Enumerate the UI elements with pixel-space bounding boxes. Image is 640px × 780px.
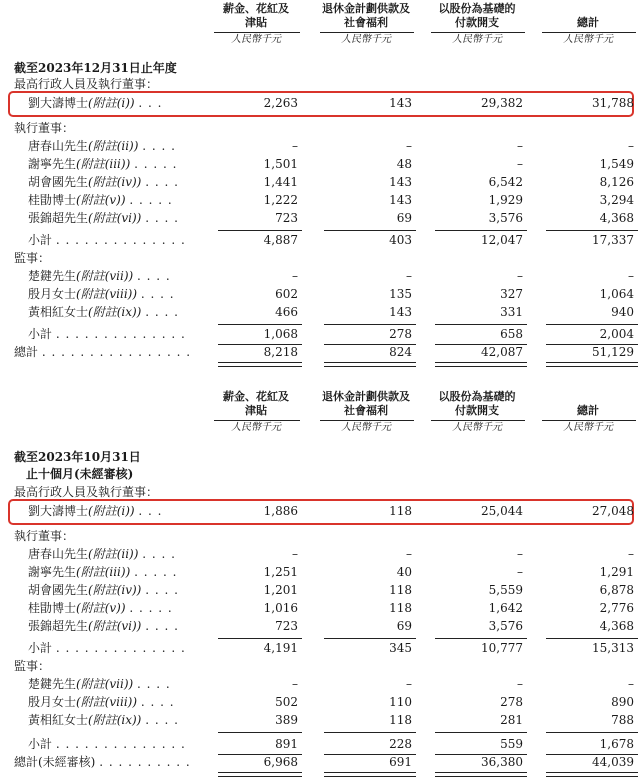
value-col3: 281 [500,713,523,727]
value-col4: 1,291 [599,565,634,579]
value-col1: 723 [275,619,298,633]
note-ref: (附註(vii)) [76,269,134,283]
person-name: 唐春山先生 [28,547,89,561]
value-col2: 48 [396,157,412,171]
person-name: 楚鍵先生 [28,677,77,691]
leader-dots: . . . . . . . . . . . . . . [55,737,186,751]
section1-exec-subtotal-row [0,232,640,249]
section1-col4-header: 總計 [577,16,599,29]
row-label [28,95,163,112]
section2-col3-unit: 人民幣千元 [452,422,502,433]
section2-col2-unit: 人民幣千元 [341,422,391,433]
note-ref: (附註(v)) [76,601,126,615]
section1-exec-sub-rule-col4 [546,230,638,231]
person-name: 桂勖博士 [28,601,77,615]
row-label [28,210,179,227]
value-col2: 118 [389,601,412,615]
section2-sup-sub-rule-col2 [324,732,416,733]
note-ref: (附註(iii)) [76,157,131,171]
row-label [28,676,171,693]
leader-dots: . . . . . [134,565,178,579]
person-name: 謝寧先生 [28,565,77,579]
note-ref: (附註(v)) [76,193,126,207]
value-col3: – [517,677,523,691]
person-name: 殷月女士 [28,695,77,709]
value-col1: 2,263 [263,96,298,110]
section2-title: 截至2023年10月31日 [14,450,141,464]
section1-ceo-heading: 最高行政人員及執行董事： [14,77,159,91]
value-col3: 658 [500,327,523,341]
section2-col3-header-line2: 付款開支 [455,404,499,417]
section1-exec-sub-rule-col1 [218,230,302,231]
section2-sup-row [0,712,640,729]
value-col4: 31,788 [592,96,634,110]
value-col2: 691 [389,755,412,769]
section1-sup-row [0,268,640,285]
value-col1: 1,441 [263,175,298,189]
section2-col3-header-line1: 以股份為基礎的 [438,390,516,403]
leader-dots: . . . . [145,713,179,727]
section1-col2-header-line1: 退休金計劃供款及 [322,2,410,15]
section2-ceo-row [0,503,640,520]
section1-exec-row [0,210,640,227]
value-col3: 278 [500,695,523,709]
section1-col1-unit: 人民幣千元 [231,34,281,45]
value-col3: 1,929 [488,193,523,207]
value-col4: – [628,139,634,153]
person-name: 張錦超先生 [28,619,89,633]
person-name: 楚鍵先生 [28,269,77,283]
section1-sup-sub-rule-col1 [218,324,302,325]
note-ref: (附註(iii)) [76,565,131,579]
value-col4: 1,678 [599,737,634,751]
section2-exec-sub-rule-col1 [218,638,302,639]
section2-title-line2: 止十個月(未經審核) [26,467,134,481]
section1-col4-unit: 人民幣千元 [563,34,613,45]
value-col3: 36,380 [481,755,523,769]
value-col2: 118 [389,713,412,727]
section1-col2-header-line2: 社會福利 [344,16,388,29]
row-label [14,754,191,771]
person-name: 黃相紅女士 [28,305,89,319]
row-label [28,712,179,729]
value-col4: 8,126 [599,175,634,189]
row-title: 小計 [28,233,53,247]
row-title: 總計(未經審核) [14,755,96,769]
leader-dots: . . . . . . . . . . [99,755,191,769]
note-ref: (附註(viii)) [76,695,138,709]
row-title: 小計 [28,641,53,655]
value-col2: 143 [389,305,412,319]
value-col3: 3,576 [488,211,523,225]
section1-total-row [0,344,640,361]
person-name: 殷月女士 [28,287,77,301]
section2-sup-row [0,676,640,693]
section1-total-bottom-rule-col3 [435,362,527,367]
section2-total-bottom-rule-col4 [546,772,638,777]
person-name: 唐春山先生 [28,139,89,153]
value-col4: 17,337 [592,233,634,247]
section2-col1-header-line1: 薪金、花紅及 [223,390,289,403]
value-col3: 6,542 [488,175,523,189]
leader-dots: . . . . . . . . . . . . . . . . [41,345,192,359]
value-col4: 4,368 [599,211,634,225]
row-title: 小計 [28,737,53,751]
value-col1: 4,191 [263,641,298,655]
value-col4: 2,004 [599,327,634,341]
row-label [28,286,175,303]
row-label [28,138,176,155]
value-col2: 403 [389,233,412,247]
section2-sup-sub-rule-col3 [435,732,527,733]
note-ref: (附註(viii)) [76,287,138,301]
section1-title: 截至2023年12月31日止年度 [14,61,177,75]
value-col4: – [628,677,634,691]
value-col1: – [292,547,298,561]
leader-dots: . . . [138,96,163,110]
value-col1: 1,068 [263,327,298,341]
leader-dots: . . . . [142,139,176,153]
section2-col2-header-line2: 社會福利 [344,404,388,417]
leader-dots: . . . . [145,619,179,633]
note-ref: (附註(ii)) [88,139,139,153]
leader-dots: . . . . [140,695,175,709]
section2-sup-heading: 監事： [14,659,51,673]
value-col1: 1,886 [263,504,298,518]
value-col3: – [517,139,523,153]
note-ref: (附註(vii)) [76,677,134,691]
value-col1: – [292,139,298,153]
person-name: 劉大濤博士 [28,504,89,518]
value-col2: 69 [396,619,412,633]
section2-exec-row [0,618,640,635]
value-col2: – [406,139,412,153]
value-col3: 3,576 [488,619,523,633]
row-label [28,618,179,635]
section2-sup-sub-rule-col1 [218,732,302,733]
value-col4: – [628,547,634,561]
section1-exec-sub-rule-col3 [435,230,527,231]
leader-dots: . . . . [142,547,176,561]
value-col1: 6,968 [263,755,298,769]
leader-dots: . . . . . . . . . . . . . . [55,327,186,341]
row-label [28,600,173,617]
row-label [28,268,171,285]
value-col1: 4,887 [263,233,298,247]
value-col3: 29,382 [481,96,523,110]
leader-dots: . . . . [145,583,179,597]
section2-sup-row [0,694,640,711]
note-ref: (附註(i)) [88,96,135,110]
value-col4: 15,313 [592,641,634,655]
row-title: 總計 [14,345,39,359]
section1-exec-row [0,192,640,209]
value-col1: 1,501 [263,157,298,171]
section1-total-bottom-rule-col4 [546,362,638,367]
value-col1: 1,251 [263,565,298,579]
value-col1: 1,201 [263,583,298,597]
leader-dots: . . . [138,504,163,518]
section1-sup-heading: 監事： [14,251,51,265]
value-col4: 1,549 [599,157,634,171]
section2-exec-subtotal-row [0,640,640,657]
value-col2: – [406,547,412,561]
value-col3: 559 [500,737,523,751]
section1-ceo-row [0,95,640,112]
value-col2: 278 [389,327,412,341]
section2-exec-sub-rule-col2 [324,638,416,639]
value-col4: 2,776 [599,601,634,615]
section1-sup-row [0,286,640,303]
section2-exec-row [0,582,640,599]
leader-dots: . . . . . . . . . . . . . . [55,641,186,655]
note-ref: (附註(vi)) [88,619,142,633]
section2-sup-sub-rule-col4 [546,732,638,733]
section1-col3-header-line1: 以股份為基礎的 [438,2,516,15]
section1-sup-sub-rule-col2 [324,324,416,325]
section2-exec-sub-rule-col3 [435,638,527,639]
value-col4: 27,048 [592,504,634,518]
value-col2: 69 [396,211,412,225]
section1-sup-sub-rule-col3 [435,324,527,325]
note-ref: (附註(ix)) [88,713,142,727]
person-name: 胡會國先生 [28,583,89,597]
section2-exec-row [0,546,640,563]
note-ref: (附註(ii)) [88,547,139,561]
section1-col3-header-line2: 付款開支 [455,16,499,29]
value-col2: 40 [396,565,412,579]
value-col1: 389 [275,713,298,727]
value-col4: 51,129 [592,345,634,359]
value-col3: – [517,157,523,171]
value-col4: 6,878 [599,583,634,597]
value-col3: 5,559 [488,583,523,597]
section1-sup-sub-rule-col4 [546,324,638,325]
leader-dots: . . . . . . . . . . . . . . [55,233,186,247]
leader-dots: . . . . [145,211,179,225]
section2-ceo-heading: 最高行政人員及執行董事： [14,485,159,499]
value-col4: 1,064 [599,287,634,301]
value-col4: 788 [611,713,634,727]
value-col3: 331 [500,305,523,319]
leader-dots: . . . . [137,677,171,691]
value-col2: 135 [389,287,412,301]
row-label [28,156,177,173]
value-col2: 824 [389,345,412,359]
note-ref: (附註(ix)) [88,305,142,319]
value-col3: – [517,269,523,283]
section1-col1-header-line1: 薪金、花紅及 [223,2,289,15]
section2-col4-unit: 人民幣千元 [563,422,613,433]
section1-col2-unit: 人民幣千元 [341,34,391,45]
value-col3: 1,642 [488,601,523,615]
value-col2: – [406,677,412,691]
value-col2: 110 [389,695,412,709]
section2-exec-heading: 執行董事： [14,529,75,543]
section1-exec-row [0,174,640,191]
value-col4: 3,294 [599,193,634,207]
value-col3: 42,087 [481,345,523,359]
leader-dots: . . . . . [134,157,178,171]
section1-sup-row [0,304,640,321]
row-title: 小計 [28,327,53,341]
section1-exec-row [0,138,640,155]
value-col2: 143 [389,175,412,189]
value-col2: 118 [389,504,412,518]
row-label [28,736,186,753]
section2-total-row [0,754,640,771]
value-col3: 10,777 [481,641,523,655]
person-name: 劉大濤博士 [28,96,89,110]
leader-dots: . . . . [140,287,175,301]
row-label [28,174,179,191]
section2-col4-header: 總計 [577,404,599,417]
section2-col1-header-line2: 津貼 [245,404,267,417]
row-label [28,582,179,599]
section1-col3-unit: 人民幣千元 [452,34,502,45]
person-name: 謝寧先生 [28,157,77,171]
leader-dots: . . . . . [129,193,173,207]
person-name: 張錦超先生 [28,211,89,225]
note-ref: (附註(iv)) [88,175,142,189]
section2-exec-sub-rule-col4 [546,638,638,639]
section1-exec-sub-rule-col2 [324,230,416,231]
value-col3: – [517,565,523,579]
value-col3: 12,047 [481,233,523,247]
value-col1: 8,218 [263,345,298,359]
section2-sup-subtotal-row [0,736,640,753]
section1-exec-heading: 執行董事： [14,121,75,135]
row-label [28,232,186,249]
person-name: 桂勖博士 [28,193,77,207]
section2-exec-row [0,600,640,617]
value-col3: 327 [500,287,523,301]
value-col1: 466 [275,305,298,319]
row-label [14,344,191,361]
value-col1: 602 [275,287,298,301]
value-col2: 143 [389,193,412,207]
value-col3: 25,044 [481,504,523,518]
value-col4: 940 [611,305,634,319]
section1-exec-row [0,156,640,173]
section2-exec-row [0,564,640,581]
value-col1: 891 [275,737,298,751]
value-col1: 1,016 [263,601,298,615]
section1-sup-subtotal-row [0,326,640,343]
value-col2: 143 [389,96,412,110]
note-ref: (附註(iv)) [88,583,142,597]
value-col4: 44,039 [592,755,634,769]
leader-dots: . . . . [145,175,179,189]
row-label [28,546,176,563]
section2-total-bottom-rule-col3 [435,772,527,777]
row-label [28,640,186,657]
section1-total-bottom-rule-col2 [324,362,416,367]
value-col3: – [517,547,523,561]
value-col1: – [292,677,298,691]
section2-total-bottom-rule-col2 [324,772,416,777]
value-col2: 345 [389,641,412,655]
note-ref: (附註(i)) [88,504,135,518]
note-ref: (附註(vi)) [88,211,142,225]
value-col1: – [292,269,298,283]
value-col4: – [628,269,634,283]
value-col2: 118 [389,583,412,597]
row-label [28,304,179,321]
section2-col1-unit: 人民幣千元 [231,422,281,433]
value-col2: 228 [389,737,412,751]
row-label [28,564,177,581]
row-label [28,326,186,343]
section2-total-bottom-rule-col1 [218,772,302,777]
value-col2: – [406,269,412,283]
row-label [28,192,173,209]
leader-dots: . . . . [145,305,179,319]
section1-total-bottom-rule-col1 [218,362,302,367]
leader-dots: . . . . . [129,601,173,615]
value-col1: 502 [275,695,298,709]
section2-col2-header-line1: 退休金計劃供款及 [322,390,410,403]
value-col1: 1,222 [263,193,298,207]
row-label [28,694,175,711]
section1-col1-header-line2: 津貼 [245,16,267,29]
leader-dots: . . . . [137,269,171,283]
person-name: 胡會國先生 [28,175,89,189]
row-label [28,503,163,520]
value-col4: 890 [611,695,634,709]
person-name: 黃相紅女士 [28,713,89,727]
value-col1: 723 [275,211,298,225]
value-col4: 4,368 [599,619,634,633]
